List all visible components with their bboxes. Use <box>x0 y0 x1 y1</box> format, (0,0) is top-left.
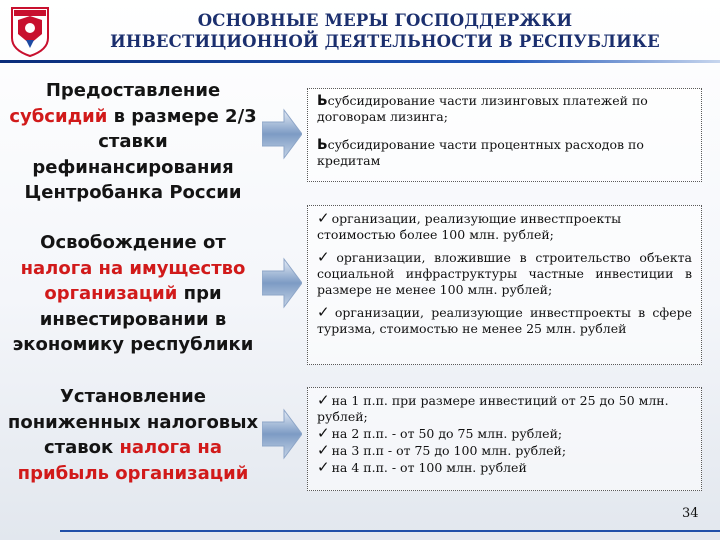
bullet-icon: Ь <box>317 137 328 153</box>
arrow-right-icon <box>262 257 302 309</box>
measure-3-title <box>4 384 262 486</box>
measure-3-item: ✓ на 4 п.п. - от 100 млн. рублей <box>317 458 527 476</box>
checkmark-icon: ✓ <box>317 209 330 227</box>
measure-2-item: ✓ организации, реализующие инвестпроекты в сфере туризма, стоимостью не менее 25 млн. рублей <box>317 303 692 336</box>
bullet-icon: Ь <box>317 93 328 109</box>
measure-1-title <box>4 78 262 206</box>
measure-1-item: Ьсубсидирование части лизинговых платежей по договорам лизинга; <box>317 93 648 124</box>
measure-3-details <box>307 387 702 491</box>
measure-1-title-part-c: в размере 2/3 ставки рефинансирования Центробанка России <box>24 105 257 203</box>
measure-2-title-highlight: налога на имущество организаций <box>20 257 246 304</box>
measure-3-item: ✓ на 2 п.п. - от 50 до 75 млн. рублей; <box>317 424 563 442</box>
checkmark-icon: ✓ <box>317 458 330 476</box>
checkmark-icon: ✓ <box>317 248 335 266</box>
measure-1-title-part-a: Предоставление <box>45 80 221 101</box>
arrow-right-icon <box>262 408 302 460</box>
footer-divider <box>60 530 720 532</box>
measure-3-title-highlight: налога на прибыль организаций <box>17 437 249 484</box>
measure-1-item: Ьсубсидирование части процентных расходов по кредитам <box>317 137 644 168</box>
measure-1-title-highlight: субсидий <box>9 105 108 127</box>
title-line-2: ИНВЕСТИЦИОННОЙ ДЕЯТЕЛЬНОСТИ В РЕСПУБЛИКЕ <box>110 32 660 51</box>
checkmark-icon: ✓ <box>317 441 330 459</box>
checkmark-icon: ✓ <box>317 424 330 442</box>
page-number: 34 <box>682 506 699 521</box>
measure-2-title-part-c: при инвестировании в экономику республики <box>12 283 254 355</box>
measure-1-details <box>307 88 702 182</box>
measure-2-details <box>307 205 702 365</box>
page-title <box>80 10 690 52</box>
arrow-right-icon <box>262 108 302 160</box>
measure-3-item: ✓ на 3 п.п - от 75 до 100 млн. рублей; <box>317 441 567 459</box>
checkmark-icon: ✓ <box>317 303 333 321</box>
header-divider <box>0 60 720 63</box>
measure-2-item: ✓ организации, вложившие в строительство объекта социальной инфраструктуры частные инвестиции в размере не менее 100 млн. рублей; <box>317 248 692 297</box>
measure-2-title-part-a: Освобождение от <box>40 232 226 253</box>
coat-of-arms-icon <box>8 4 52 58</box>
title-line-1: ОСНОВНЫЕ МЕРЫ ГОСПОДДЕРЖКИ <box>197 11 573 30</box>
measure-3-item: ✓ на 1 п.п. при размере инвестиций от 25 до 50 млн. рублей; <box>317 391 669 424</box>
measure-2-item: ✓ организации, реализующие инвестпроекты стоимостью более 100 млн. рублей; <box>317 209 622 242</box>
measure-3-title-part-a: Установление пониженных налоговых ставок <box>7 386 259 458</box>
checkmark-icon: ✓ <box>317 391 330 409</box>
measure-2-title <box>4 230 262 358</box>
